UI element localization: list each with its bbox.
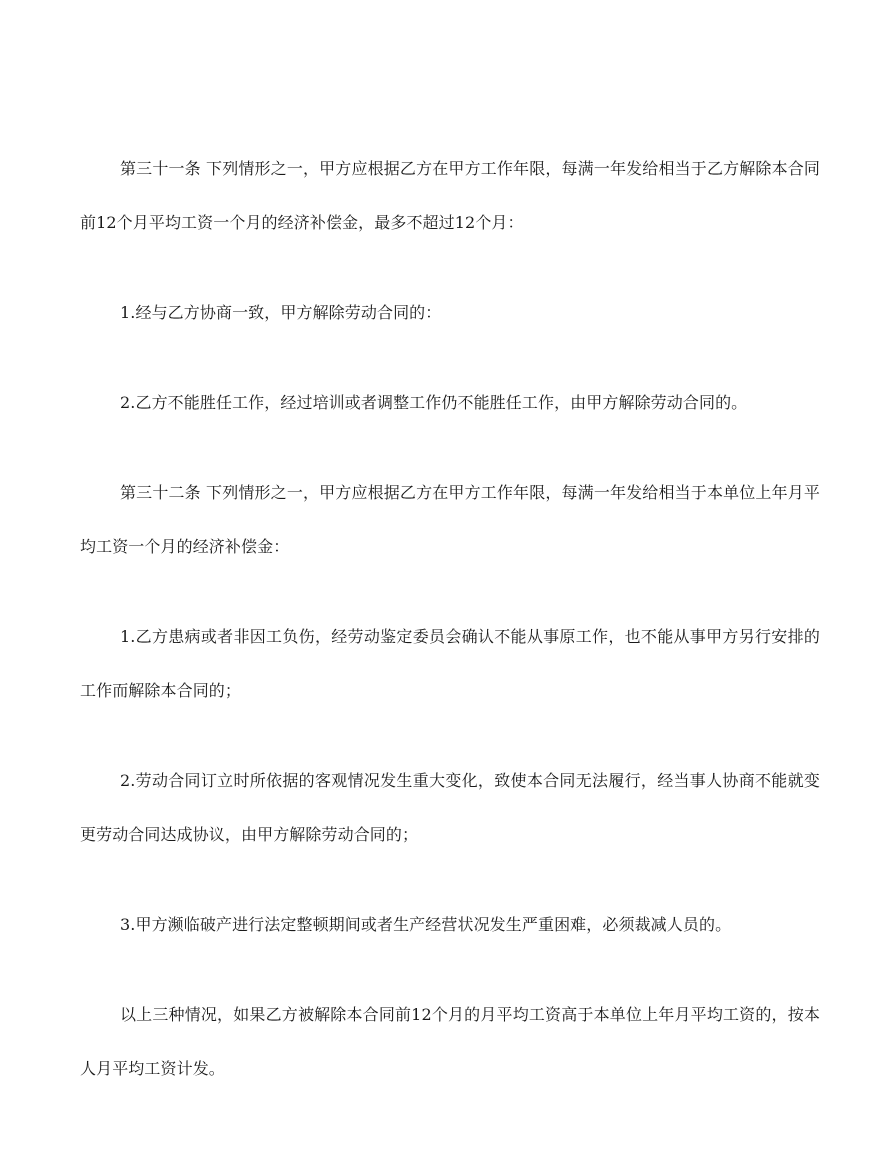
article-31-paragraph: 第三十一条 下列情形之一，甲方应根据乙方在甲方工作年限，每满一年发给相当于乙方解除本合同前12个月平均工资一个月的经济补偿金，最多不超过12个月： xyxy=(80,159,820,232)
document-body xyxy=(80,142,820,1132)
article-32-item-2: 2.劳动合同订立时所依据的客观情况发生重大变化，致使本合同无法履行，经当事人协商不能就变更劳动合同达成协议，由甲方解除劳动合同的； xyxy=(80,771,820,844)
article-31-item-2: 2.乙方不能胜任工作，经过培训或者调整工作仍不能胜任工作，由甲方解除劳动合同的。 xyxy=(120,393,748,412)
article-32-item-1: 1.乙方患病或者非因工负伤，经劳动鉴定委员会确认不能从事原工作，也不能从事甲方另行安排的工作而解除本合同的； xyxy=(80,627,820,700)
closing-paragraph: 以上三种情况，如果乙方被解除本合同前12个月的月平均工资高于本单位上年月平均工资的，按本人月平均工资计发。 xyxy=(80,1005,820,1078)
article-32-paragraph: 第三十二条 下列情形之一，甲方应根据乙方在甲方工作年限，每满一年发给相当于本单位上年月平均工资一个月的经济补偿金： xyxy=(80,483,820,556)
article-32-item-3: 3.甲方濒临破产进行法定整顿期间或者生产经营状况发生严重困难，必须裁减人员的。 xyxy=(120,915,732,934)
article-31-item-1: 1.经与乙方协商一致，甲方解除劳动合同的： xyxy=(120,303,442,322)
